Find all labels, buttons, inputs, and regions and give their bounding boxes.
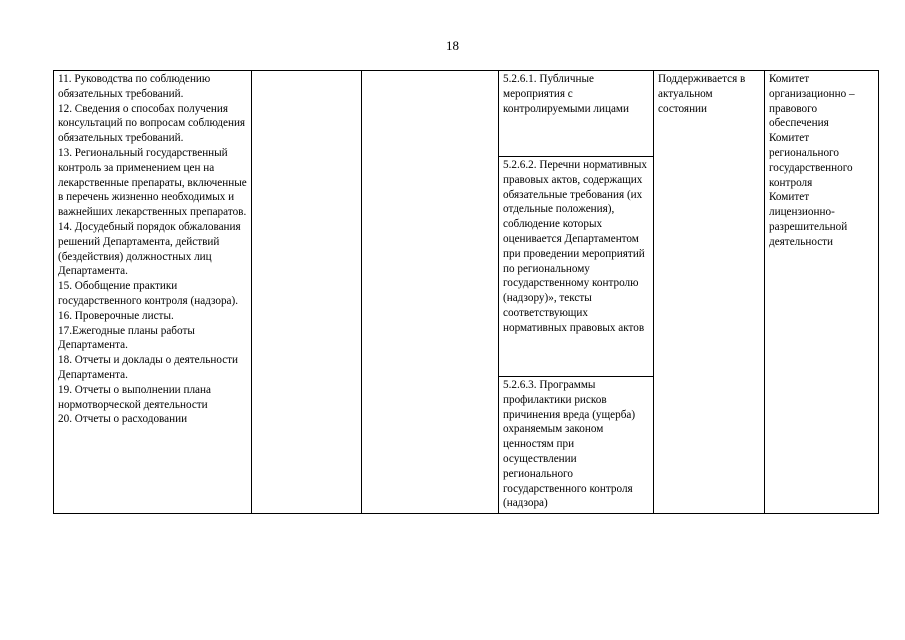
table-cell-empty [362, 71, 499, 514]
table-cell-responsible: Комитет организационно – правового обеспечения Комитет регионального государственного контроля Комитет лицензионно-разрешительной деятельности [765, 71, 879, 514]
table-row [54, 71, 879, 157]
table-cell-item-5-2-6-2: 5.2.6.2. Перечни нормативных правовых актов, содержащих обязательные требования (их отдельные положения), соблюдение которых оценивается Департаментом при проведении мероприятий по региональному государственному контролю (надзору)», тексты соответствующих нормативных правовых актов [499, 157, 654, 377]
table-cell-documents-list: 11. Руководства по соблюдению обязательных требований. 12. Сведения о способах получения консультаций по вопросам соблюдения обязательных требований. 13. Региональный государственный контроль за применением цен на лекарственные препараты, включенные в перечень жизненно необходимых и важнейших лекарственных препаратов. 14. Досудебный порядок обжалования решений Департамента, действий (бездействия) должностных лиц Департамента. 15. Обобщение практики государственного контроля (надзора). 16. Проверочные листы. 17.Ежегодные планы работы Департамента. 18. Отчеты и доклады о деятельности Департамента. 19. Отчеты о выполнении плана нормотворческой деятельности 20. Отчеты о расходовании [54, 71, 252, 514]
table-cell-empty [252, 71, 362, 514]
page-number: 18 [446, 38, 459, 53]
table-cell-item-5-2-6-1: 5.2.6.1. Публичные мероприятия с контролируемыми лицами [499, 71, 654, 157]
table-cell-status: Поддерживается в актуальном состоянии [654, 71, 765, 514]
table-cell-item-5-2-6-3: 5.2.6.3. Программы профилактики рисков причинения вреда (ущерба) охраняемым законом ценностям при осуществлении регионального государственного контроля (надзора) [499, 377, 654, 514]
document-table [53, 70, 879, 514]
